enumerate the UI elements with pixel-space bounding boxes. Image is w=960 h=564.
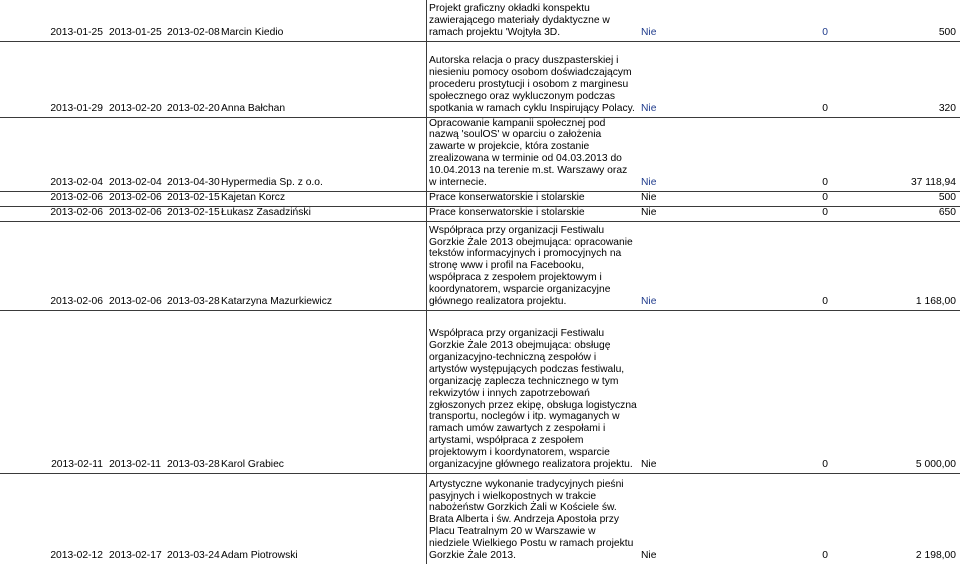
start-date: 2013-02-06 bbox=[50, 207, 103, 218]
table-row bbox=[0, 117, 960, 191]
description: Opracowanie kampanii społecznej pod nazwą 'soulOS' w oparciu o założenia zawarte w projekcie, która zostanie zrealizowana w terminie od 04.03.2013 do 10.04.2013 na terenie m.st. Warszawy oraz w internecie. bbox=[429, 117, 628, 189]
sign-date: 2013-02-06 bbox=[109, 207, 162, 218]
sign-date: 2013-02-11 bbox=[109, 459, 161, 470]
zero-value: 0 bbox=[822, 459, 828, 470]
end-date: 2013-03-24 bbox=[167, 550, 220, 561]
table-row bbox=[0, 310, 960, 473]
contractor-name: Katarzyna Mazurkiewicz bbox=[221, 296, 333, 307]
amount: 1 168,00 bbox=[915, 296, 956, 307]
description: Współpraca przy organizacji Festiwalu Gorzkie Żale 2013 obejmująca: opracowanie tekstów informacyjnych i promocyjnych na stronę www i profil na Facebooku, współpraca z zespołem projektowym i koordynatorem, wsparcie organizacyjne głównego realizatora projektu. bbox=[429, 224, 633, 308]
sign-date: 2013-02-17 bbox=[109, 550, 162, 561]
start-date: 2013-02-12 bbox=[50, 550, 103, 561]
description: Autorska relacja o pracy duszpasterskiej i niesieniu pomocy osobom doświadczającym procederu prostytucji i osobom z marginesu społecznego oraz wykluczonym podczas spotkania w ramach cyklu Inspirujący Polacy. bbox=[429, 55, 635, 115]
end-date: 2013-03-28 bbox=[167, 459, 220, 470]
amount: 650 bbox=[938, 207, 956, 218]
end-date: 2013-02-15 bbox=[167, 207, 220, 218]
table-row bbox=[0, 221, 960, 310]
contractor-name: Hypermedia Sp. z o.o. bbox=[221, 177, 323, 188]
contractor-name: Marcin Kiedio bbox=[221, 27, 284, 38]
flag-value: Nie bbox=[641, 296, 657, 307]
end-date: 2013-04-30 bbox=[167, 177, 220, 188]
description: Artystyczne wykonanie tradycyjnych pieśni pasyjnych i wielkopostnych w trakcie nabożeństw Gorzkich Żali w Kościele św. Brata Alberta i św. Andrzeja Apostoła przy Placu Teatralnym 20 w Warszawie w niedziele Wielkiego Postu w ramach projektu Gorzkie Żale 2013. bbox=[429, 478, 634, 562]
description: Projekt graficzny okładki konspektu zawierającego materiały dydaktyczne w ramach projektu 'Wojtyła 3D. bbox=[429, 3, 610, 39]
contractor-name: Kajetan Korcz bbox=[221, 192, 286, 203]
sign-date: 2013-02-20 bbox=[109, 103, 162, 114]
end-date: 2013-03-28 bbox=[167, 296, 220, 307]
zero-value: 0 bbox=[822, 103, 828, 114]
sign-date: 2013-02-06 bbox=[109, 296, 162, 307]
sign-date: 2013-01-25 bbox=[109, 27, 162, 38]
end-date: 2013-02-15 bbox=[167, 192, 220, 203]
table-row bbox=[0, 473, 960, 564]
flag-value: Nie bbox=[641, 207, 657, 218]
amount: 2 198,00 bbox=[915, 550, 956, 561]
table-row bbox=[0, 206, 960, 221]
start-date: 2013-02-06 bbox=[50, 192, 103, 203]
table-row bbox=[0, 191, 960, 206]
zero-value: 0 bbox=[822, 207, 828, 218]
contractor-name: Łukasz Zasadziński bbox=[221, 207, 311, 218]
sign-date: 2013-02-04 bbox=[109, 177, 162, 188]
amount: 5 000,00 bbox=[915, 459, 956, 470]
start-date: 2013-02-11 bbox=[51, 459, 103, 470]
amount: 500 bbox=[938, 27, 956, 38]
end-date: 2013-02-20 bbox=[167, 103, 220, 114]
table-row bbox=[0, 0, 960, 41]
contractor-name: Karol Grabiec bbox=[221, 459, 284, 470]
start-date: 2013-02-06 bbox=[50, 296, 103, 307]
contractor-name: Adam Piotrowski bbox=[221, 550, 298, 561]
amount: 500 bbox=[938, 192, 956, 203]
flag-value: Nie bbox=[641, 177, 657, 188]
zero-value: 0 bbox=[822, 296, 828, 307]
description: Prace konserwatorskie i stolarskie bbox=[429, 207, 585, 219]
flag-value: Nie bbox=[641, 550, 657, 561]
zero-value: 0 bbox=[822, 27, 828, 38]
contractor-name: Anna Bałchan bbox=[221, 103, 286, 114]
start-date: 2013-01-25 bbox=[50, 27, 103, 38]
start-date: 2013-01-29 bbox=[50, 103, 103, 114]
amount: 320 bbox=[938, 103, 956, 114]
flag-value: Nie bbox=[641, 459, 657, 470]
sign-date: 2013-02-06 bbox=[109, 192, 162, 203]
description: Prace konserwatorskie i stolarskie bbox=[429, 192, 585, 204]
flag-value: Nie bbox=[641, 103, 657, 114]
zero-value: 0 bbox=[822, 192, 828, 203]
flag-value: Nie bbox=[641, 192, 657, 203]
start-date: 2013-02-04 bbox=[50, 177, 103, 188]
end-date: 2013-02-08 bbox=[167, 27, 220, 38]
flag-value: Nie bbox=[641, 27, 657, 38]
description: Współpraca przy organizacji Festiwalu Gorzkie Żale 2013 obejmująca: obsługę organizacyjno-techniczną zespołów i artystów występujących podczas festiwalu, organizację zaplecza technicznego w tym rekwizytów i innych zapotrzebowań zgłoszonych przez ekipę, obsługa logistyczna transportu, noclegów i itp. wymaganych w ramach umów zawartych z zespołami i artystami, współpraca z zespołem projektowym i koordynatorem, wsparcie organizacyjne głównego realizatora projektu. bbox=[429, 328, 637, 471]
zero-value: 0 bbox=[822, 177, 828, 188]
table-row bbox=[0, 41, 960, 117]
amount: 37 118,94 bbox=[910, 177, 956, 188]
zero-value: 0 bbox=[822, 550, 828, 561]
